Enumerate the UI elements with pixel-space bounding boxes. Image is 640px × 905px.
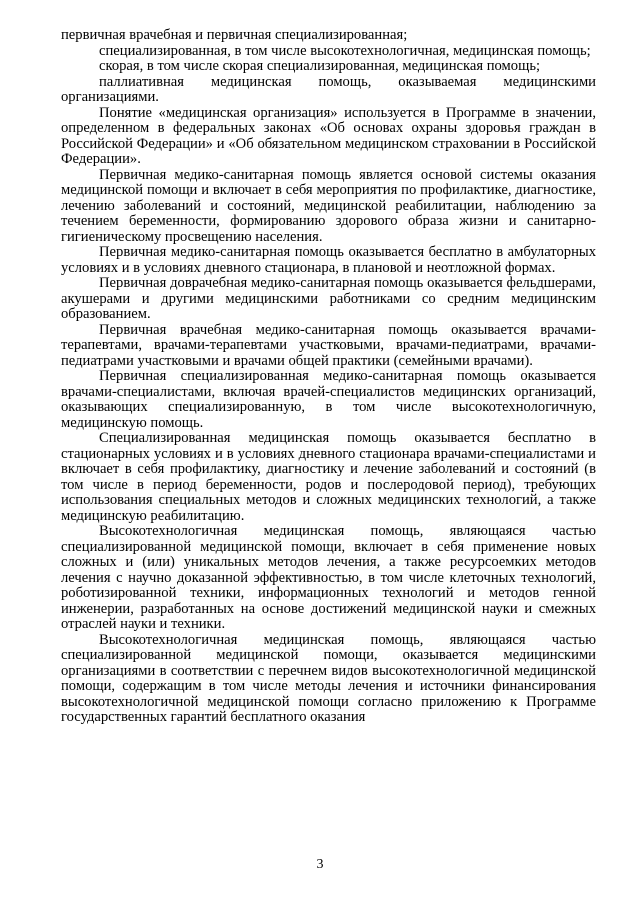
paragraph: Понятие «медицинская организация» используется в Программе в значении, определенном в федеральных законах «Об основах охраны здоровья граждан в Российской Федерации» и «Об обязательном медицинском страховании в Российской Федерации». — [61, 104, 596, 167]
document-body — [61, 28, 596, 726]
paragraph: Высокотехнологичная медицинская помощь, являющаяся частью специализированной медицинской помощи, включает в себя применение новых сложных и (или) уникальных методов лечения, а также ресурсоемких методов лечения с научно доказанной эффективностью, в том числе клеточных технологий, роботизированной техники, информационных технологий и методов генной инженерии, разработанных на основе достижений медицинской науки и смежных отраслей науки и техники. — [61, 523, 596, 632]
paragraph: специализированная, в том числе высокотехнологичная, медицинская помощь; — [99, 42, 591, 59]
paragraph: Первичная специализированная медико-санитарная помощь оказывается врачами-специалистами, включая врачей-специалистов медицинских организаций, оказывающих специализированную, в том числе высокотехнологичную, медицинскую помощь. — [61, 368, 596, 431]
paragraph: Первичная медико-санитарная помощь оказывается бесплатно в амбулаторных условиях и в условиях дневного стационара, в плановой и неотложной формах. — [61, 244, 596, 276]
paragraph: Первичная врачебная медико-санитарная помощь оказывается врачами-терапевтами, врачами-терапевтами участковыми, врачами-педиатрами, врачами-педиатрами участковыми и врачами общей практики (семейными врачами). — [61, 321, 596, 369]
paragraph: Специализированная медицинская помощь оказывается бесплатно в стационарных условиях и в условиях дневного стационара врачами-специалистами и включает в себя профилактику, диагностику и лечение заболеваний и состояний (в том числе в период беременности, родов и послеродовой период), требующих использования специальных методов и сложных медицинских технологий, а также медицинскую реабилитацию. — [61, 430, 596, 524]
paragraph: Высокотехнологичная медицинская помощь, являющаяся частью специализированной медицинской помощи, оказывается медицинскими организациями в соответствии с перечнем видов высокотехнологичной медицинской помощи, содержащим в том числе методы лечения и источники финансирования высокотехнологичной медицинской помощи согласно приложению к Программе государственных гарантий бесплатного оказания — [61, 631, 596, 725]
paragraph: Первичная медико-санитарная помощь является основой системы оказания медицинской помощи и включает в себя мероприятия по профилактике, диагностике, лечению заболеваний и состояний, медицинской реабилитации, наблюдению за течением беременности, формированию здорового образа жизни и санитарно-гигиеническому просвещению населения. — [61, 166, 596, 245]
paragraph: скорая, в том числе скорая специализированная, медицинская помощь; — [99, 58, 541, 74]
page-number: 3 — [316, 857, 324, 872]
paragraph: паллиативная медицинская помощь, оказываемая медицинскими организациями. — [61, 73, 596, 105]
paragraph: первичная врачебная и первичная специализированная; — [61, 27, 408, 43]
paragraph: Первичная доврачебная медико-санитарная помощь оказывается фельдшерами, акушерами и другими медицинскими работниками со средним медицинским образованием. — [61, 275, 596, 322]
